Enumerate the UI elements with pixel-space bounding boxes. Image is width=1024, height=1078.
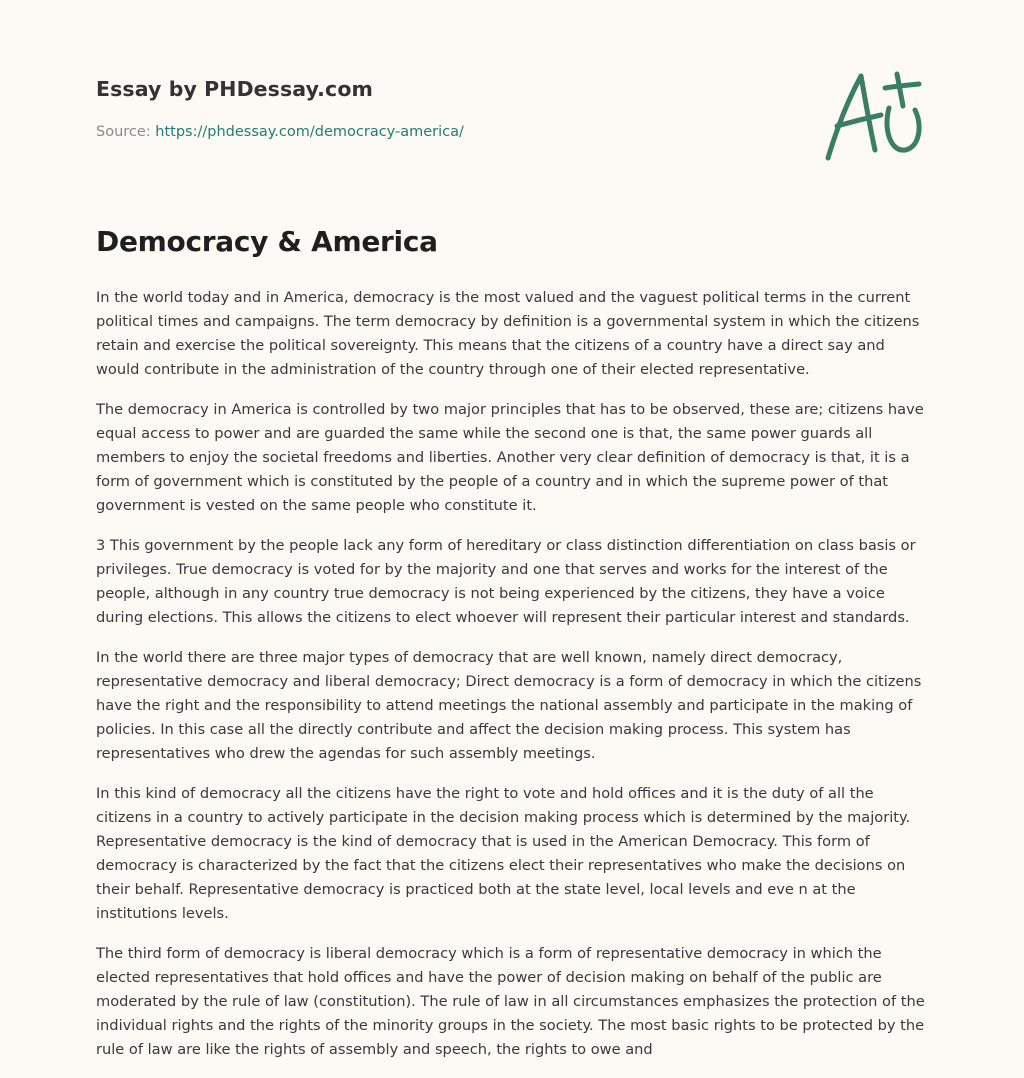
source-link[interactable]: https://phdessay.com/democracy-america/ [155,124,464,140]
a-plus-logo-icon [823,68,928,164]
essay-paragraph: The third form of democracy is liberal democracy which is a form of representative democracy in which the elected representatives that hold offices and have the power of decision making on behalf of the public are moderated by the rule of law (constitution). The rule of law in all circumstances emphasizes the protection of the individual rights and the rights of the minority groups in the society. The most basic rights to be protected by the rule of law are like the rights of assembly and speech, the rights to owe and [96,945,925,1058]
essay-paragraph: 3 This government by the people lack any form of hereditary or class distinction differentiation on class basis or privileges. True democracy is voted for by the majority and one that serves and works for the interest of the people, although in any country true democracy is not being experienced by the citizens, they have a voice during elections. This allows the citizens to elect whoever will represent their particular interest and standards. [96,537,916,626]
brand-title: Essay by PHDessay.com [96,77,373,101]
essay-body [96,286,930,1078]
essay-paragraph: The democracy in America is controlled by two major principles that has to be observed, these are; citizens have equal access to power and are guarded the same while the second one is that, the same power guards all members to enjoy the societal freedoms and liberties. Another very clear definition of democracy is that, it is a form of government which is constituted by the people of a country and in which the supreme power of that government is vested on the same people who constitute it. [96,401,924,514]
source-line [96,124,464,140]
essay-paragraph: In the world today and in America, democracy is the most valued and the vaguest political terms in the current political times and campaigns. The term democracy by definition is a governmental system in which the citizens retain and exercise the political sovereignty. This means that the citizens of a country have a direct say and would contribute in the administration of the country through one of their elected representative. [96,289,920,378]
source-label: Source: [96,124,156,140]
essay-paragraph: In this kind of democracy all the citizens have the right to vote and hold offices and it is the duty of all the citizens in a country to actively participate in the decision making process which is determined by the majority. Representative democracy is the kind of democracy that is used in the American Democracy. This form of democracy is characterized by the fact that the citizens elect their representatives who make the decisions on their behalf. Representative democracy is practiced both at the state level, local levels and eve n at the institutions levels. [96,785,911,922]
essay-paragraph: In the world there are three major types of democracy that are well known, namely direct democracy, representative democracy and liberal democracy; Direct democracy is a form of democracy in which the citizens have the right and the responsibility to attend meetings the national assembly and participate in the making of policies. In this case all the directly contribute and affect the decision making process. This system has representatives who drew the agendas for such assembly meetings. [96,649,922,762]
essay-title: Democracy & America [96,225,438,258]
